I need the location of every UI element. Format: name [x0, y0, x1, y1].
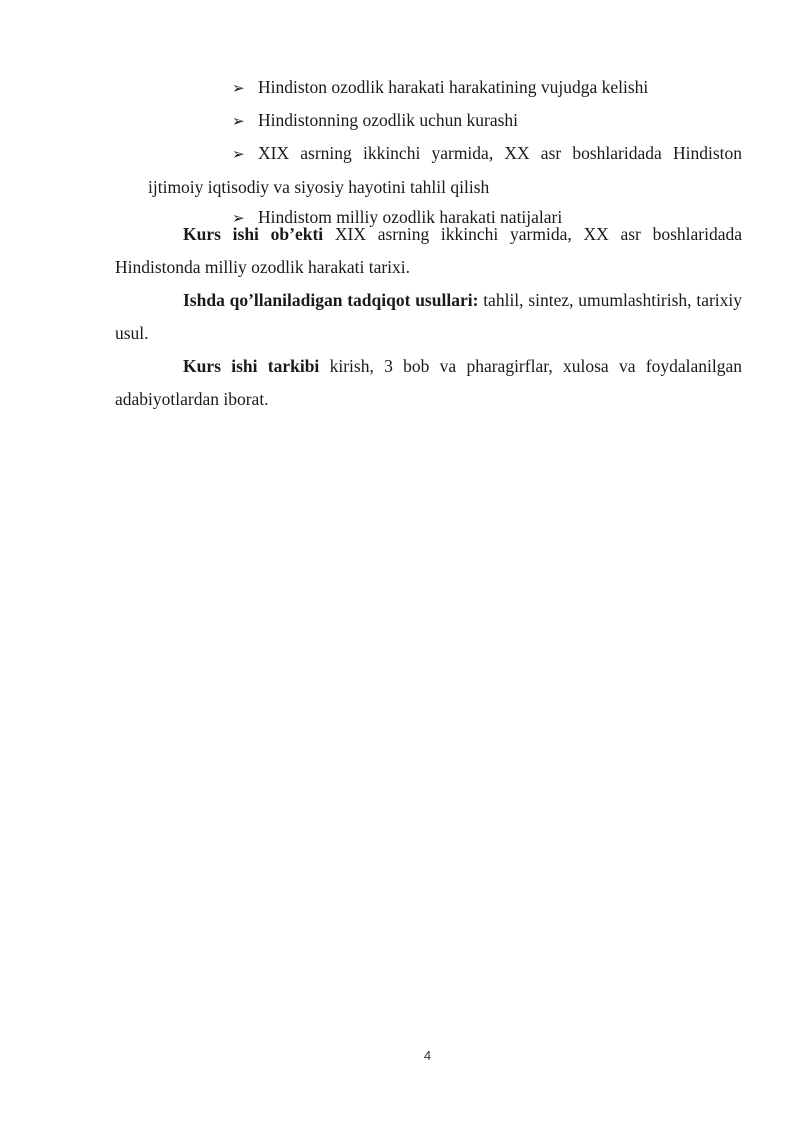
paragraph-text: XIX asrning ikkinchi yarmida, XX asr boshlaridada Hindistonda milliy ozodlik harakati tarixi. — [115, 224, 742, 277]
paragraph-text: tahlil, sintez, umumlashtirish, tarixiy usul. — [115, 290, 743, 343]
bullet-text: Hindistom milliy ozodlik harakati natijalari — [258, 207, 563, 227]
bullet-item-2 — [232, 109, 518, 132]
bullet-text: Hindiston ozodlik harakati harakatining vujudga kelishi — [258, 77, 649, 97]
bullet-text: XIX asrning ikkinchi yarmida, XX asr boshlaridada Hindiston ijtimoiy iqtisodiy va siyosiy hayotini tahlil qilish — [148, 143, 742, 197]
arrow-bullet-icon: ➢ — [232, 209, 245, 227]
paragraph-heading: Kurs ishi tarkibi — [183, 356, 320, 376]
bullet-item-1 — [232, 76, 648, 99]
arrow-bullet-icon: ➢ — [232, 79, 245, 97]
bullet-item-3 — [148, 137, 742, 203]
paragraph-structure — [115, 350, 742, 415]
arrow-bullet-icon: ➢ — [232, 145, 245, 163]
bullet-text: Hindistonning ozodlik uchun kurashi — [258, 110, 519, 130]
paragraph-heading: Ishda qo’llaniladigan tadqiqot usullari: — [183, 290, 479, 310]
paragraph-methods — [115, 284, 742, 349]
page-number: 4 — [423, 1048, 432, 1063]
paragraph-object — [115, 218, 742, 283]
paragraph-text: kirish, 3 bob va pharagirflar, xulosa va foydalanilgan adabiyotlardan iborat. — [115, 356, 742, 409]
paragraph-heading: Kurs ishi ob’ekti — [183, 224, 324, 244]
arrow-bullet-icon: ➢ — [232, 112, 245, 130]
